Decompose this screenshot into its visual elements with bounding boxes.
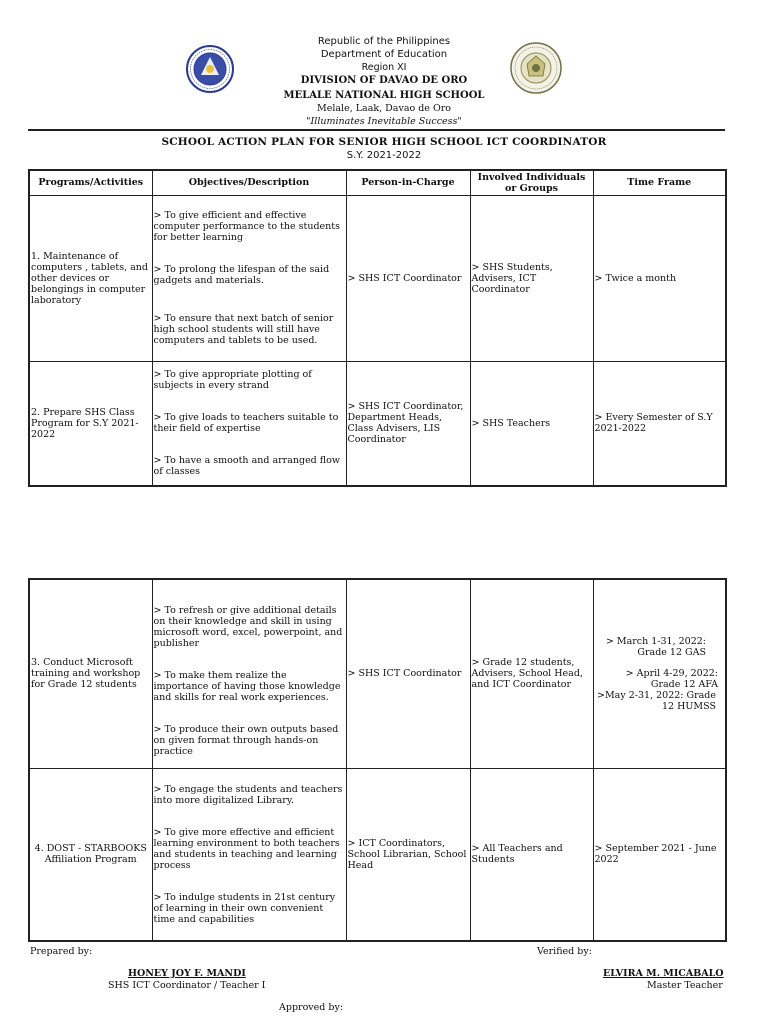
program-cell: 3. Conduct Microsoft training and workshop for Grade 12 students [29, 579, 152, 768]
objectives-cell [152, 768, 346, 941]
verifier-name: ELVIRA M. MICABALO [603, 968, 724, 979]
objective-item: > To refresh or give additional details on their knowledge and skill in using microsoft word, excel, powerpoint, and publisher [153, 604, 343, 649]
col-header-involved: Involved Individuals or Groups [470, 170, 593, 195]
timeframe-line: > April 4-29, 2022: Grade 12 AFA [625, 667, 718, 690]
col-header-person: Person-in-Charge [346, 170, 470, 195]
republic-line: Republic of the Philippines [317, 36, 451, 47]
school-year: S.Y. 2021-2022 [346, 150, 422, 161]
objective-item: > To give more effective and efficient learning environment to both teachers and students in teaching and learning process [153, 826, 340, 871]
table-header-row [29, 170, 726, 195]
objective-item: > To make them realize the importance of having those knowledge and skills for real work experiences. [153, 669, 341, 703]
timeframe-line: > March 1-31, 2022: Grade 12 GAS [605, 635, 706, 658]
verified-by-label: Verified by: [537, 946, 592, 957]
letterhead [0, 35, 768, 128]
col-header-timeframe: Time Frame [593, 170, 726, 195]
objective-item: > To prolong the lifespan of the said gadgets and materials. [153, 264, 330, 286]
document-title: SCHOOL ACTION PLAN FOR SENIOR HIGH SCHOOL ICT COORDINATOR [161, 136, 607, 148]
objective-item: > To engage the students and teachers into more digitalized Library. [153, 783, 343, 806]
school-motto: "Illuminates Inevitable Success" [306, 116, 462, 127]
person-cell: > SHS ICT Coordinator [346, 195, 470, 361]
verifier-role: Master Teacher [647, 980, 723, 991]
preparer-role: SHS ICT Coordinator / Teacher I [108, 980, 266, 991]
involved-cell: > SHS Teachers [470, 361, 593, 486]
division-line: DIVISION OF DAVAO DE ORO [300, 75, 468, 86]
action-plan-table-continued [28, 578, 727, 942]
objectives-cell [152, 579, 346, 768]
involved-cell: > SHS Students, Advisers, ICT Coordinator [470, 195, 593, 361]
col-header-objectives: Objectives/Description [152, 170, 346, 195]
program-cell: 4. DOST - STARBOOKS Affiliation Program [29, 768, 152, 941]
approved-by-label: Approved by: [279, 1002, 344, 1013]
col-header-programs: Programs/Activities [29, 170, 152, 195]
timeframe-cell: > Twice a month [593, 195, 726, 361]
timeframe-cell [593, 579, 726, 768]
table-row [29, 768, 726, 941]
person-cell: > SHS ICT Coordinator [346, 579, 470, 768]
objective-item: > To ensure that next batch of senior high school students will still have computers and tablets to be used. [153, 313, 334, 346]
header-divider [28, 129, 725, 131]
timeframe-cell: > Every Semester of S.Y 2021-2022 [593, 361, 726, 486]
action-plan-table [28, 169, 727, 487]
objective-item: > To indulge students in 21st century of learning in their own convenient time and capabilities [153, 891, 336, 925]
school-address: Melale, Laak, Davao de Oro [316, 103, 451, 114]
objectives-cell [152, 361, 346, 486]
table-row [29, 195, 726, 361]
objective-item: > To produce their own outputs based on given format through hands-on practice [153, 723, 339, 757]
person-cell: > ICT Coordinators, School Librarian, School Head [346, 768, 470, 941]
department-line: Department of Education [320, 49, 448, 60]
region-line: Region XI [361, 62, 407, 73]
objective-item: > To give efficient and effective computer performance to the students for better learning [153, 210, 340, 243]
preparer-name: HONEY JOY F. MANDI [128, 968, 246, 979]
objective-item: > To give appropriate plotting of subjects in every strand [153, 369, 312, 392]
table-row [29, 579, 726, 768]
objectives-cell [152, 195, 346, 361]
table-row [29, 361, 726, 486]
program-cell: 1. Maintenance of computers , tablets, and other devices or belongings in computer laboratory [29, 195, 152, 361]
timeframe-cell: > September 2021 - June 2022 [593, 768, 726, 941]
person-cell: > SHS ICT Coordinator, Department Heads, Class Advisers, LIS Coordinator [346, 361, 470, 486]
objective-item: > To give loads to teachers suitable to their field of expertise [153, 412, 339, 435]
involved-cell: > Grade 12 students, Advisers, School Head, and ICT Coordinator [470, 579, 593, 768]
school-name: MELALE NATIONAL HIGH SCHOOL [283, 90, 485, 101]
timeframe-line: >May 2-31, 2022: Grade 12 HUMSS [596, 689, 716, 712]
prepared-by-label: Prepared by: [30, 946, 93, 957]
involved-cell: > All Teachers and Students [470, 768, 593, 941]
program-cell: 2. Prepare SHS Class Program for S.Y 2021-2022 [29, 361, 152, 486]
objective-item: > To have a smooth and arranged flow of classes [153, 455, 340, 478]
